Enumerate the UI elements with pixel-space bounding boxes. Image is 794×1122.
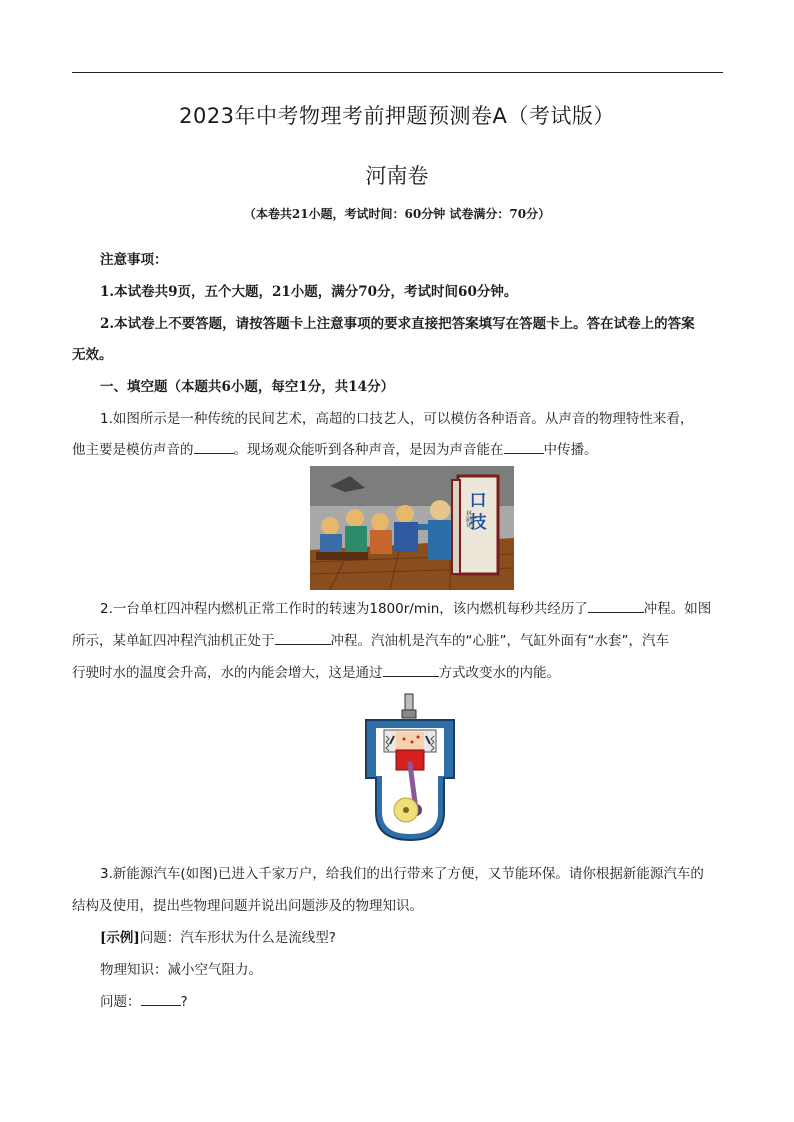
q2-line-3	[72, 663, 560, 683]
answer-blank	[141, 993, 181, 1006]
q2-text-d: 冲程。汽油机是汽车的“心脏”，气缸外面有“水套”，汽车	[330, 633, 669, 649]
q2-text-f: 方式改变水的内能。	[438, 665, 560, 681]
notice-item-1: 1.本试卷共9页，五个大题，21小题，满分70分，考试时间60分钟。	[100, 284, 518, 300]
q2-line-1	[100, 599, 711, 619]
exam-region: 河南卷	[365, 164, 429, 188]
kouji-illustration	[310, 466, 514, 590]
section-1-heading: 一、填空题（本题共6小题，每空1分，共14分）	[100, 379, 395, 395]
notice-item-2-line-1: 2.本试卷上不要答题，请按答题卡上注意事项的要求直接把答案填写在答题卡上。答在试卷上的答案	[100, 316, 695, 332]
q3-example-tag: [示例]	[100, 930, 140, 946]
q3-knowledge: 物理知识：减小空气阻力。	[100, 962, 262, 978]
q2-text-c: 所示，某单缸四冲程汽油机正处于	[72, 633, 275, 649]
q3-line-1: 3.新能源汽车(如图)已进入千家万户，给我们的出行带来了方便，又节能环保。请你根据新能源汽车的	[100, 866, 704, 882]
answer-blank	[588, 600, 644, 613]
q3-example-question: 问题：汽车形状为什么是流线型?	[139, 930, 336, 946]
answer-blank	[275, 632, 331, 645]
notice-item-2-line-2: 无效。	[72, 347, 113, 363]
q2-line-2	[72, 631, 669, 651]
q1-text-a: 他主要是模仿声音的	[72, 442, 194, 458]
q1-line-2	[72, 440, 598, 460]
q3-question-line	[100, 992, 188, 1012]
q2-text-a: 2.一台单杠四冲程内燃机正常工作时的转速为1800r/min，该内燃机每秒共经历了	[100, 601, 588, 617]
q1-text-c: 中传播。	[543, 442, 598, 458]
header-rule	[72, 72, 723, 73]
kouji-title-char-1: 口	[469, 491, 487, 511]
answer-blank	[383, 664, 439, 677]
q1-text-b: 。现场观众能听到各种声音，是因为声音能在	[233, 442, 504, 458]
kouji-author: 林嗣环	[464, 510, 472, 528]
q2-text-e: 行驶时水的温度会升高，水的内能会增大，这是通过	[72, 665, 383, 681]
exam-meta: （本卷共21小题，考试时间：60分钟 试卷满分：70分）	[243, 207, 551, 221]
answer-blank	[194, 441, 234, 454]
answer-blank	[504, 441, 544, 454]
notice-heading: 注意事项：	[100, 252, 168, 268]
q3-example	[100, 928, 336, 948]
kouji-title-char-2: 技	[469, 513, 487, 533]
q3-line-2: 结构及使用，提出些物理问题并说出问题涉及的物理知识。	[72, 898, 423, 914]
q2-text-b: 冲程。如图	[643, 601, 712, 617]
q1-line-1: 1.如图所示是一种传统的民间艺术，高超的口技艺人，可以模仿各种语音。从声音的物理特性来看，	[100, 411, 694, 427]
q3-question-suffix: ?	[180, 994, 188, 1010]
engine-cylinder-diagram	[360, 692, 460, 844]
q3-question-prefix: 问题：	[100, 994, 141, 1010]
exam-title: 2023年中考物理考前押题预测卷A（考试版）	[179, 104, 615, 128]
